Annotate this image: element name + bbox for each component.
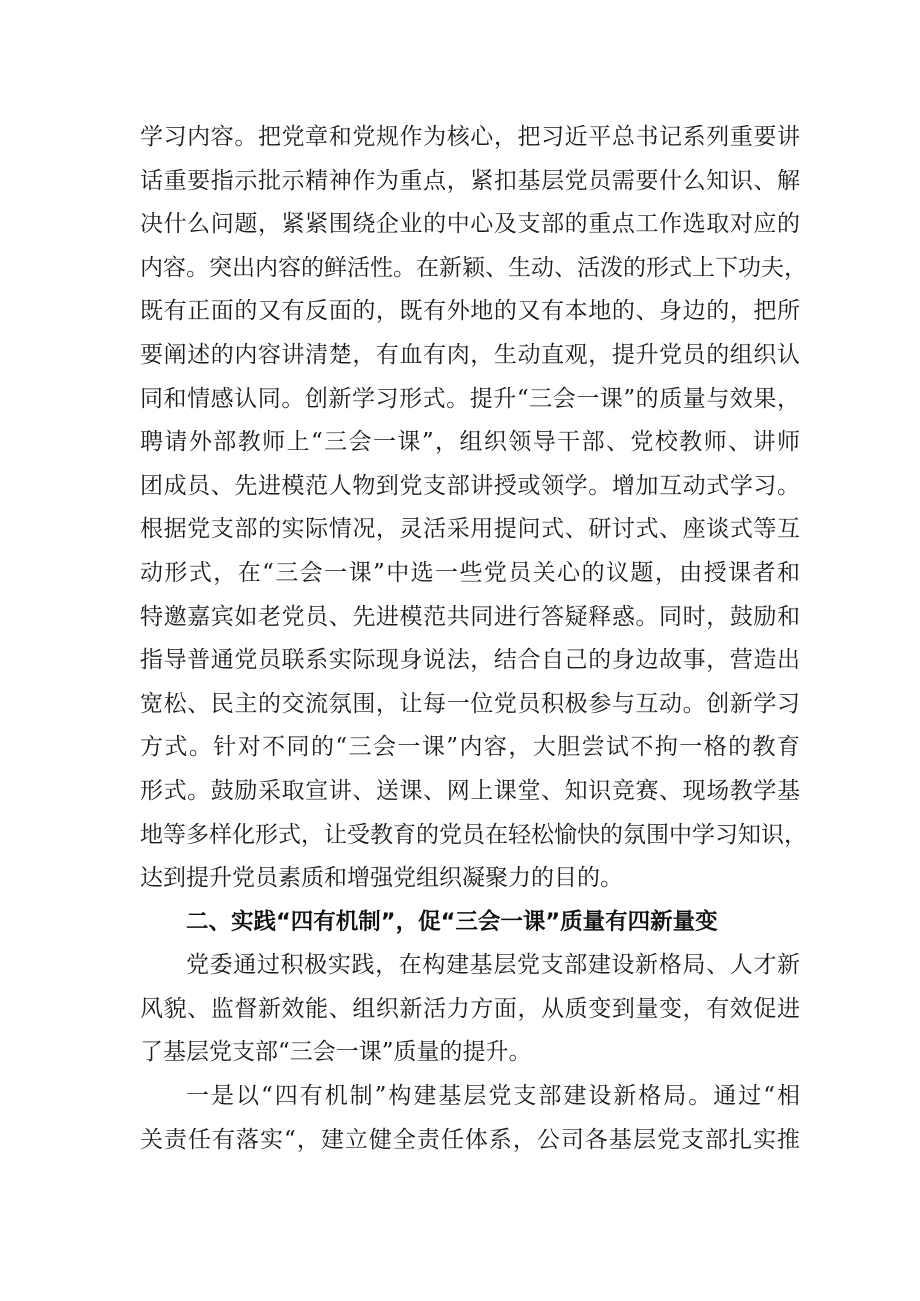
text-line: 根据党支部的实际情况，灵活采用提问式、研讨式、座谈式等互 — [140, 516, 800, 543]
text-line: 达到提升党员素质和增强党组织凝聚力的目的。 — [140, 865, 623, 892]
text-line: 党委通过积极实践，在构建基层党支部建设新格局、人才新 — [186, 952, 800, 979]
text-line: 风貌、监督新效能、组织新活力方面，从质变到量变，有效促进 — [140, 995, 800, 1022]
text-line: 宽松、民主的交流氛围，让每一位党员积极参与互动。创新学习 — [140, 690, 800, 717]
paragraph-1 — [140, 116, 807, 901]
text-line: 动形式，在“三会一课”中选一些党员关心的议题，由授课者和 — [140, 559, 800, 586]
paragraph-2 — [140, 944, 800, 1075]
paragraph-3 — [140, 1075, 800, 1162]
document-body — [140, 116, 807, 1162]
text-line: 决什么问题，紧紧围绕企业的中心及支部的重点工作选取对应的 — [140, 211, 800, 238]
text-line: 团成员、先进模范人物到党支部讲授或领学。增加互动式学习。 — [140, 472, 800, 499]
text-line: 学习内容。把党章和党规作为核心，把习近平总书记系列重要讲 — [140, 124, 800, 150]
text-line: 关责任有落实“，建立健全责任体系，公司各基层党支部扎实推 — [140, 1126, 800, 1153]
text-line: 要阐述的内容讲清楚，有血有肉，生动直观，提升党员的组织认 — [140, 341, 800, 368]
text-line: 方式。针对不同的“三会一课”内容，大胆尝试不拘一格的教育 — [140, 734, 800, 761]
text-line: 一是以“四有机制”构建基层党支部建设新格局。通过“相 — [186, 1083, 800, 1110]
section-heading: 二、实践“四有机制”，促“三会一课”质量有四新量变 — [186, 908, 718, 935]
text-line: 聘请外部教师上“三会一课”，组织领导干部、党校教师、讲师 — [140, 429, 800, 456]
text-line: 指导普通党员联系实际现身说法，结合自己的身边故事，营造出 — [140, 647, 800, 674]
text-line: 话重要指示批示精神作为重点，紧扣基层党员需要什么知识、解 — [140, 167, 800, 194]
text-line: 形式。鼓励采取宣讲、送课、网上课堂、知识竞赛、现场教学基 — [140, 777, 800, 804]
text-line: 了基层党支部“三会一课”质量的提升。 — [140, 1039, 532, 1066]
text-line: 既有正面的又有反面的，既有外地的又有本地的、身边的，把所 — [140, 298, 800, 325]
text-line: 同和情感认同。创新学习形式。提升“三会一课”的质量与效果， — [140, 385, 800, 412]
text-line: 特邀嘉宾如老党员、先进模范共同进行答疑释惑。同时，鼓励和 — [140, 603, 800, 630]
text-line: 内容。突出内容的鲜活性。在新颖、生动、活泼的形式上下功夫， — [140, 254, 807, 281]
text-line: 地等多样化形式，让受教育的党员在轻松愉快的氛围中学习知识， — [140, 821, 807, 848]
